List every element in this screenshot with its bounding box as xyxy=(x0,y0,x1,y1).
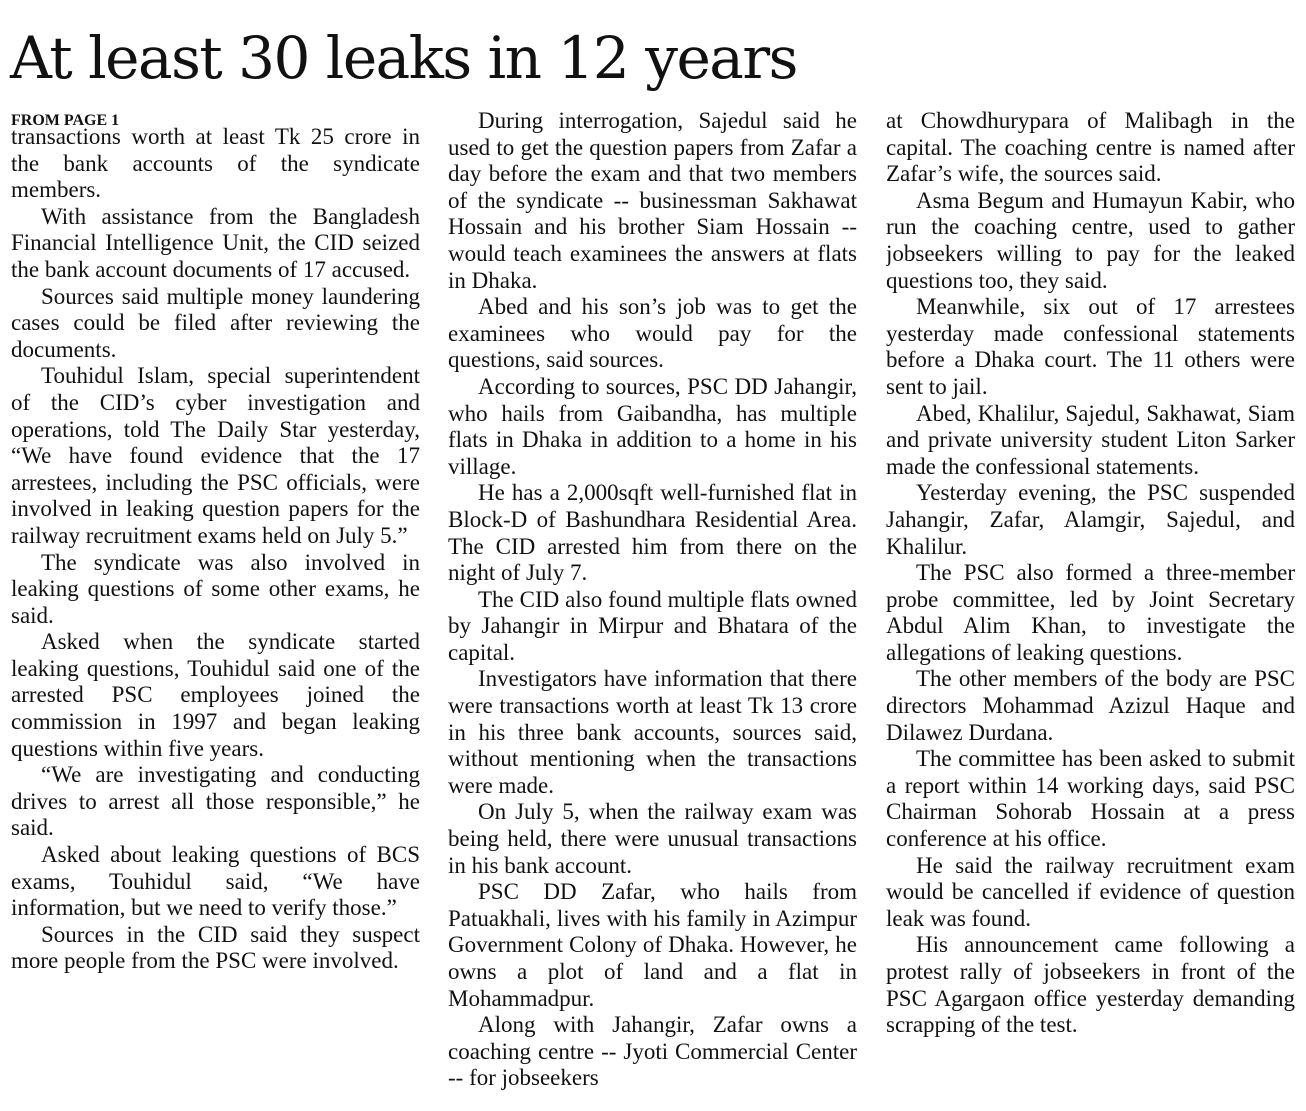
paragraph: Asked when the syndicate started leaking questions, Touhidul said one of the arrested PSC employees joined the commission in 1997 and began leaking questions within five years. xyxy=(11,629,420,761)
paragraph: Abed, Khalilur, Sajedul, Sakhawat, Siam and private university student Liton Sarker made the confessional statements. xyxy=(886,400,1295,479)
paragraph: The syndicate was also involved in leaking questions of some other exams, he said. xyxy=(11,549,420,628)
paragraph: His announcement came following a protest rally of jobseekers in front of the PSC Agargaon office yesterday demanding scrapping of the test. xyxy=(886,932,1295,1038)
paragraph: Touhidul Islam, special superintendent of the CID’s cyber investigation and operations, told The Daily Star yesterday, “We have found evidence that the 17 arrestees, including the PSC officials, were involved in leaking question papers for the railway recruitment exams held on July 5.” xyxy=(11,363,420,548)
paragraph: at Chowdhurypara of Malibagh in the capital. The coaching centre is named after Zafar’s wife, the sources said. xyxy=(886,108,1295,187)
paragraph: Along with Jahangir, Zafar owns a coaching centre -- Jyoti Commercial Center -- for jobseekers xyxy=(448,1012,857,1091)
paragraph: He has a 2,000sqft well-furnished flat in Block-D of Bashundhara Residential Area. The CID arrested him from there on the night of July 7. xyxy=(448,480,857,586)
paragraph: During interrogation, Sajedul said he used to get the question papers from Zafar a day before the exam and that two members of the syndicate -- businessman Sakhawat Hossain and his brother Siam Hossain -- would teach examinees the answers at flats in Dhaka. xyxy=(448,108,857,293)
paragraph: Sources in the CID said they suspect more people from the PSC were involved. xyxy=(11,921,420,974)
paragraph: Asma Begum and Humayun Kabir, who run the coaching centre, used to gather jobseekers willing to pay for the leaked questions too, they said. xyxy=(886,187,1295,293)
paragraph: He said the railway recruitment exam would be cancelled if evidence of question leak was found. xyxy=(886,852,1295,931)
paragraph: Investigators have information that there were transactions worth at least Tk 13 crore in his three bank accounts, sources said, without mentioning when the transactions were made. xyxy=(448,666,857,798)
paragraph: On July 5, when the railway exam was being held, there were unusual transactions in his bank account. xyxy=(448,799,857,878)
headline: At least 30 leaks in 12 years xyxy=(10,24,797,92)
page-kicker: FROM PAGE 1 xyxy=(11,112,120,129)
paragraph: Yesterday evening, the PSC suspended Jahangir, Zafar, Alamgir, Sajedul, and Khalilur. xyxy=(886,480,1295,559)
paragraph: Asked about leaking questions of BCS exams, Touhidul said, “We have information, but we need to verify those.” xyxy=(11,842,420,921)
paragraph: PSC DD Zafar, who hails from Patuakhali, lives with his family in Azimpur Government Colony of Dhaka. However, he owns a plot of land and a flat in Mohammadpur. xyxy=(448,879,857,1011)
paragraph: transactions worth at least Tk 25 crore in the bank accounts of the syndicate members. xyxy=(11,124,420,203)
paragraph: Sources said multiple money laundering cases could be filed after reviewing the documents. xyxy=(11,283,420,362)
paragraph: The other members of the body are PSC directors Mohammad Azizul Haque and Dilawez Durdana. xyxy=(886,666,1295,745)
paragraph: “We are investigating and conducting drives to arrest all those responsible,” he said. xyxy=(11,762,420,841)
paragraph: The committee has been asked to submit a report within 14 working days, said PSC Chairman Sohorab Hossain at a press conference at his office. xyxy=(886,746,1295,852)
paragraph: According to sources, PSC DD Jahangir, who hails from Gaibandha, has multiple flats in Dhaka in addition to a home in his village. xyxy=(448,373,857,479)
article-column-3 xyxy=(886,108,1295,1098)
article-column-1 xyxy=(11,108,420,1098)
paragraph: The CID also found multiple flats owned by Jahangir in Mirpur and Bhatara of the capital. xyxy=(448,586,857,665)
paragraph: Abed and his son’s job was to get the examinees who would pay for the questions, said sources. xyxy=(448,294,857,373)
paragraph: With assistance from the Bangladesh Financial Intelligence Unit, the CID seized the bank account documents of 17 accused. xyxy=(11,203,420,282)
paragraph: Meanwhile, six out of 17 arrestees yesterday made confessional statements before a Dhaka court. The 11 others were sent to jail. xyxy=(886,294,1295,399)
paragraph: The PSC also formed a three-member probe committee, led by Joint Secretary Abdul Alim Khan, to investigate the allegations of leaking questions. xyxy=(886,560,1295,665)
article-column-2 xyxy=(448,108,857,1098)
